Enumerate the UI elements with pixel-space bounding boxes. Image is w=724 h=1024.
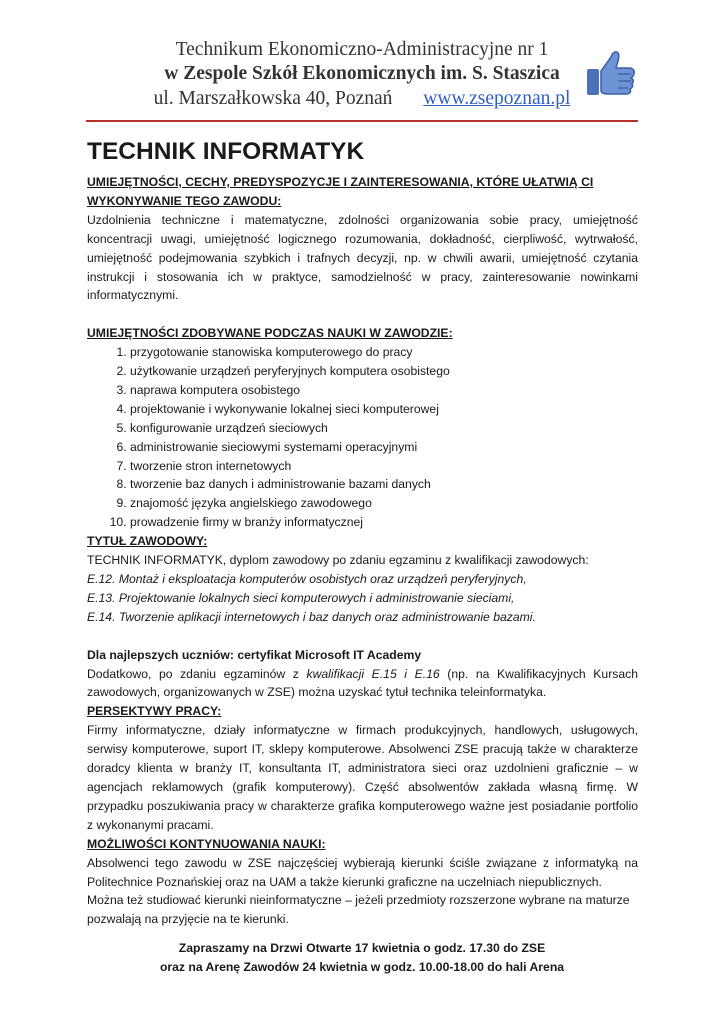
open-day-footer [0,939,724,977]
list-item: 6. administrowanie sieciowymi systemami operacyjnymi [130,438,638,457]
footer-line-2: oraz na Arenę Zawodów 24 kwietnia w godz. 10.00-18.00 do hali Arena [159,960,565,974]
school-name-line: Technikum Ekonomiczno-Administracyjne nr 1 [175,39,549,60]
certificate-heading: Dla najlepszych uczniów: certyfikat Microsoft IT Academy [87,647,422,662]
title-intro: TECHNIK INFORMATYK, dyplom zawodowy po zdaniu egzaminu z kwalifikacji zawodowych: [87,553,589,568]
document-body [87,137,638,929]
list-item: 7. tworzenie stron internetowych [130,457,638,476]
header-divider [86,120,638,122]
qualification-item: E.14. Tworzenie aplikacji internetowych i baz danych oraz administrowanie bazami. [87,609,536,624]
thumbs-up-icon [585,47,637,99]
qualification-item: E.13. Projektowanie lokalnych sieci komputerowych i administrowanie sieciami, [87,590,515,605]
skills-text: Uzdolnienia techniczne i matematyczne, zdolności organizowania sobie pracy, umiejętność koncentracji uwagi, umiejętność logicznego rozumowania, dokładność, cierpliwość, wytrwałość, umiejętność podejmowania szybkich i trafnych decyzji, np. w chwili awarii, umiejętność czytania instrukcji i stosowania ich w praktyce, samodzielność w pracy, zainteresowanie nowinkami informatycznymi. [87,212,638,303]
website-link[interactable]: www.zsepoznan.pl [423,88,571,109]
school-address: ul. Marszałkowska 40, Poznań [153,88,393,109]
certificate-text: Dodatkowo, po zdaniu egzaminów z kwalifikacji E.15 i E.16 (np. na Kwalifikacyjnych Kursach zawodowych, organizowanych w ZSE) można uzyskać tytuł technika teleinformatyka. [87,666,639,700]
education-text: Absolwenci tego zawodu w ZSE najczęściej wybierają kierunki ściśle związane z informatyką na Politechnice Poznańskiej oraz na UAM a także kierunki graficzne na uczelniach niepublicznych. [87,855,638,889]
education-text-2: Można też studiować kierunki nieinformatyczne – jeżeli przedmioty rozszerzone wybrane na maturze pozwalają na przyjęcie na te kierunki. [87,893,630,927]
footer-line-1: Zapraszamy na Drzwi Otwarte 17 kwietnia o godz. 17.30 do ZSE [178,941,546,955]
list-item: 10. prowadzenie firmy w branży informatycznej [130,513,638,532]
list-item: 2. użytkowanie urządzeń peryferyjnych komputera osobistego [130,362,638,381]
education-heading: MOŻLIWOŚCI KONTYNUOWANIA NAUKI: [87,836,326,851]
list-item: 8. tworzenie baz danych i administrowanie bazami danych [130,475,638,494]
list-item: 5. konfigurowanie urządzeń sieciowych [130,419,638,438]
list-item: 3. naprawa komputera osobistego [130,381,638,400]
skills-heading: UMIEJĘTNOŚCI, CECHY, PREDYSPOZYCJE I ZAINTERESOWANIA, KTÓRE UŁATWIĄ CI WYKONYWANIE TEGO ZAWODU: [87,175,594,208]
title-heading: TYTUŁ ZAWODOWY: [87,534,208,549]
list-item: 9. znajomość języka angielskiego zawodowego [130,494,638,513]
page-title: TECHNIK INFORMATYK [87,138,365,165]
list-item: 1. przygotowanie stanowiska komputerowego do pracy [130,343,638,362]
career-heading: PERSEKTYWY PRACY: [87,704,222,719]
learning-heading: UMIEJĘTNOŚCI ZDOBYWANE PODCZAS NAUKI W ZAWODZIE: [87,326,453,341]
school-complex-line: w Zespole Szkół Ekonomicznych im. S. Staszica [164,63,560,84]
qualification-item: E.12. Montaż i eksploatacja komputerów osobistych oraz urządzeń peryferyjnych, [87,572,527,587]
career-text: Firmy informatyczne, działy informatyczne w firmach produkcyjnych, handlowych, usługowych, serwisy komputerowe, suport IT, sklepy komputerowe. Absolwenci ZSE pracują także w charakterze doradcy klienta w branży IT, konsultanta IT, administratora sieci oraz uzdolnieni graficznie – w agencjach reklamowych (grafik komputerowy). Część absolwentów zakłada własną firmę. W przypadku poszukiwania pracy w charakterze grafika komputerowego ważne jest posiadanie portfolio z wykonanymi pracami. [87,723,638,832]
learning-list [87,343,638,532]
list-item: 4. projektowanie i wykonywanie lokalnej sieci komputerowej [130,400,638,419]
